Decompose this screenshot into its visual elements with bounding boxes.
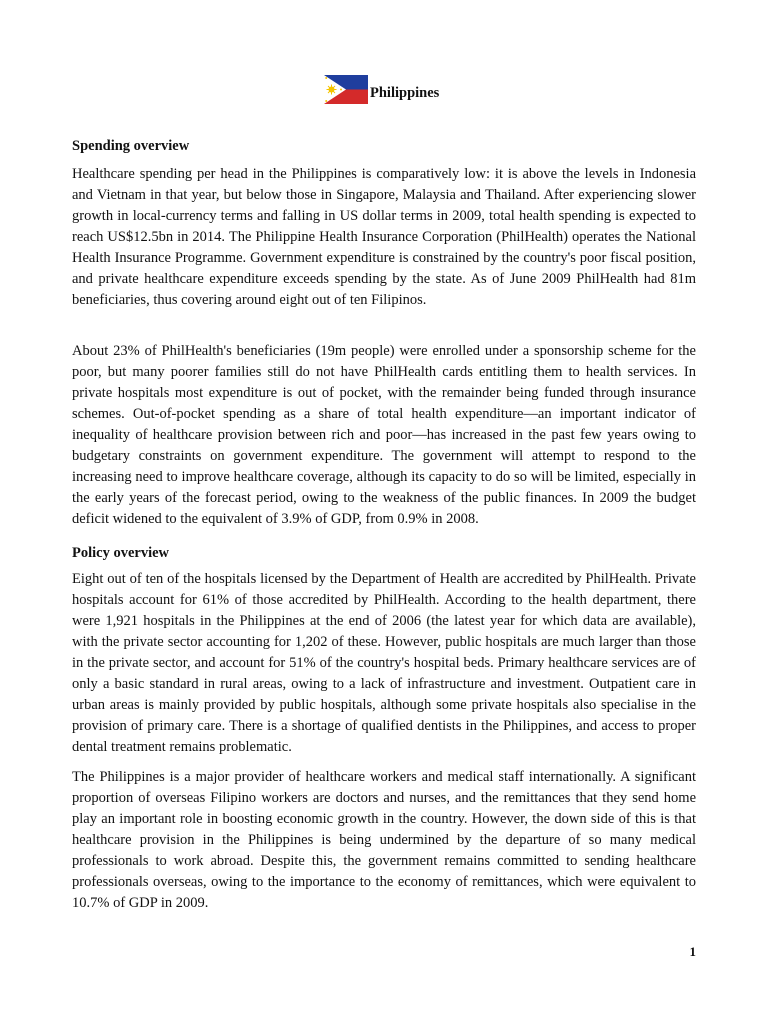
spending-overview-heading: Spending overview <box>72 138 190 154</box>
page-number: 1 <box>689 944 696 959</box>
philippines-flag-icon <box>324 75 368 104</box>
policy-paragraph-2: The Philippines is a major provider of healthcare workers and medical staff internationally. A significant proportion of overseas Filipino workers are doctors and nurses, and the remittances that they send home play an important role in boosting economic growth in the country. However, the down side of this is that healthcare provision in the Philippines is being undermined by the departure of so many medical professionals to work abroad. Despite this, the government remains committed to sending healthcare professionals overseas, owing to the importance to the economy of remittances, which were equivalent to 10.7% of GDP in 2009. <box>72 769 696 911</box>
document-title: Philippines <box>370 84 440 101</box>
document-header <box>324 74 439 104</box>
spending-paragraph-1: Healthcare spending per head in the Philippines is comparatively low: it is above the levels in Indonesia and Vietnam in that year, but below those in Singapore, Malaysia and Thailand. After experiencing slower growth in local-currency terms and falling in US dollar terms in 2009, total health spending is expected to reach US$12.5bn in 2014. The Philippine Health Insurance Corporation (PhilHealth) operates the National Health Insurance Programme. Government expenditure is constrained by the country's poor fiscal position, and private healthcare expenditure exceeds spending by the state. As of June 2009 PhilHealth had 81m beneficiaries, thus covering around eight out of ten Filipinos. <box>72 166 696 308</box>
policy-paragraph-1: Eight out of ten of the hospitals licensed by the Department of Health are accredited by PhilHealth. Private hospitals account for 61% of those accredited by PhilHealth. According to the health department, there were 1,921 hospitals in the Philippines at the end of 2006 (the latest year for which data are available), with the private sector accounting for 1,202 of these. However, public hospitals are much larger than those in the private sector, and account for 51% of the country's hospital beds. Primary healthcare services are of only a basic standard in rural areas, owing to a lack of infrastructure and investment. Outpatient care in urban areas is mainly provided by public hospitals, although some private hospitals also specialise in the provision of primary care. There is a shortage of qualified dentists in the Philippines, and access to proper dental treatment remains problematic. <box>72 571 696 755</box>
policy-overview-heading: Policy overview <box>72 545 170 561</box>
spending-paragraph-2: About 23% of PhilHealth's beneficiaries (19m people) were enrolled under a sponsorship scheme for the poor, but many poorer families still do not have PhilHealth cards entitling them to health services. In private hospitals most expenditure is out of pocket, with the remainder being funded through insurance schemes. Out-of-pocket spending as a share of total health expenditure—an important indicator of inequality of healthcare provision between rich and poor—has increased in the past few years owing to budgetary constraints on government expenditure. The government will attempt to respond to the increasing need to improve healthcare coverage, although its capacity to do so will be limited, especially in the early years of the forecast period, owing to the weakness of the public finances. In 2009 the budget deficit widened to the equivalent of 3.9% of GDP, from 0.9% in 2008. <box>72 343 696 527</box>
